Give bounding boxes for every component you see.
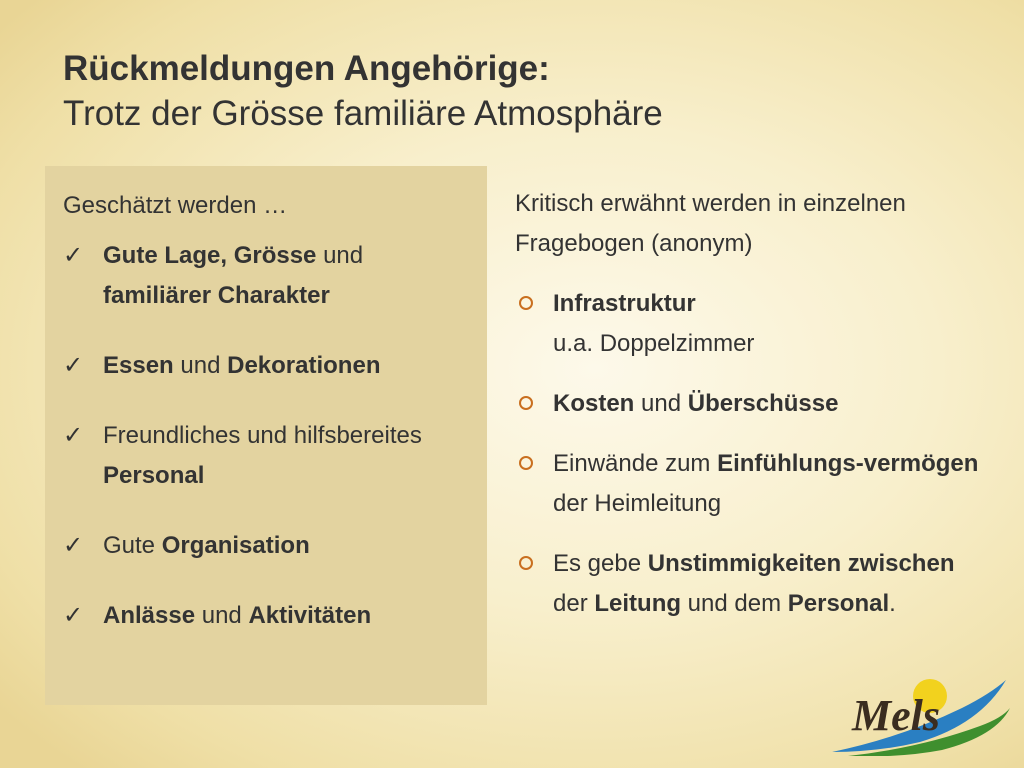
criticism-item — [515, 544, 995, 624]
bold-text: Einfühlungs-vermögen — [717, 450, 979, 477]
appreciated-list — [63, 236, 469, 636]
mels-logo — [830, 672, 1010, 756]
text-run: und dem — [681, 590, 788, 617]
item-text — [553, 550, 954, 617]
text-run: Es gebe — [553, 550, 648, 577]
criticism-item — [515, 444, 995, 524]
title-line-2: Trotz der Grösse familiäre Atmosphäre — [63, 94, 663, 133]
text-run: der Heimleitung — [553, 490, 722, 517]
item-subtext: u.a. Doppelzimmer — [553, 330, 755, 357]
circle-bullet-icon — [519, 396, 533, 410]
item-text — [103, 352, 380, 379]
item-text — [103, 602, 371, 629]
criticism-item — [515, 384, 995, 424]
checkmark-icon: ✓ — [63, 242, 84, 269]
checkmark-icon: ✓ — [63, 602, 84, 629]
item-text — [553, 390, 838, 417]
bold-text: Personal — [103, 462, 205, 489]
bold-text: Kosten — [553, 390, 635, 417]
bold-text: Infrastruktur — [553, 290, 696, 317]
text-run: Einwände zum — [553, 450, 718, 477]
text-run: . — [889, 590, 896, 617]
text-run: und — [195, 602, 249, 629]
item-text — [103, 242, 363, 309]
bold-text: Gute Lage, Grösse — [103, 242, 317, 269]
text-run: und — [316, 242, 364, 269]
bold-text: Essen — [103, 352, 174, 379]
item-text — [103, 532, 310, 559]
circle-bullet-icon — [519, 296, 533, 310]
text-run: und — [634, 390, 688, 417]
appreciated-panel — [45, 166, 487, 705]
bold-text: Anlässe — [103, 602, 196, 629]
text-run: Gute — [103, 532, 162, 559]
item-text — [103, 422, 422, 489]
text-run: und — [173, 352, 228, 379]
circle-bullet-icon — [519, 556, 533, 570]
bold-text: Dekorationen — [227, 352, 381, 379]
checkmark-icon: ✓ — [63, 532, 84, 559]
bold-text: Leitung — [594, 590, 682, 617]
criticism-intro: Kritisch erwähnt werden in einzelnen Fragebogen (anonym) — [515, 190, 906, 257]
checkmark-icon: ✓ — [63, 352, 84, 379]
bold-text: Organisation — [161, 532, 310, 559]
circle-bullet-icon — [519, 456, 533, 470]
criticism-panel — [515, 184, 995, 644]
item-text — [553, 450, 978, 517]
bold-text: familiärer Charakter — [103, 282, 330, 309]
appreciated-item — [63, 236, 469, 316]
appreciated-intro: Geschätzt werden … — [63, 192, 288, 219]
appreciated-item — [63, 416, 469, 496]
title-line-1: Rückmeldungen Angehörige: — [63, 49, 550, 88]
item-text — [553, 290, 696, 317]
criticism-item — [515, 284, 995, 364]
appreciated-item — [63, 526, 469, 566]
logo-wordmark: Mels — [852, 691, 940, 740]
checkmark-icon: ✓ — [63, 422, 84, 449]
appreciated-item — [63, 346, 469, 386]
appreciated-item — [63, 596, 469, 636]
bold-text: Unstimmigkeiten zwischen — [647, 550, 955, 577]
bold-text: Personal — [787, 590, 890, 617]
bold-text: Aktivitäten — [248, 602, 372, 629]
text-run: der — [553, 590, 595, 617]
bold-text: Überschüsse — [687, 390, 839, 417]
criticism-list — [515, 284, 995, 624]
slide-title — [63, 47, 663, 137]
text-run: Freundliches und hilfsbereites — [103, 422, 422, 449]
